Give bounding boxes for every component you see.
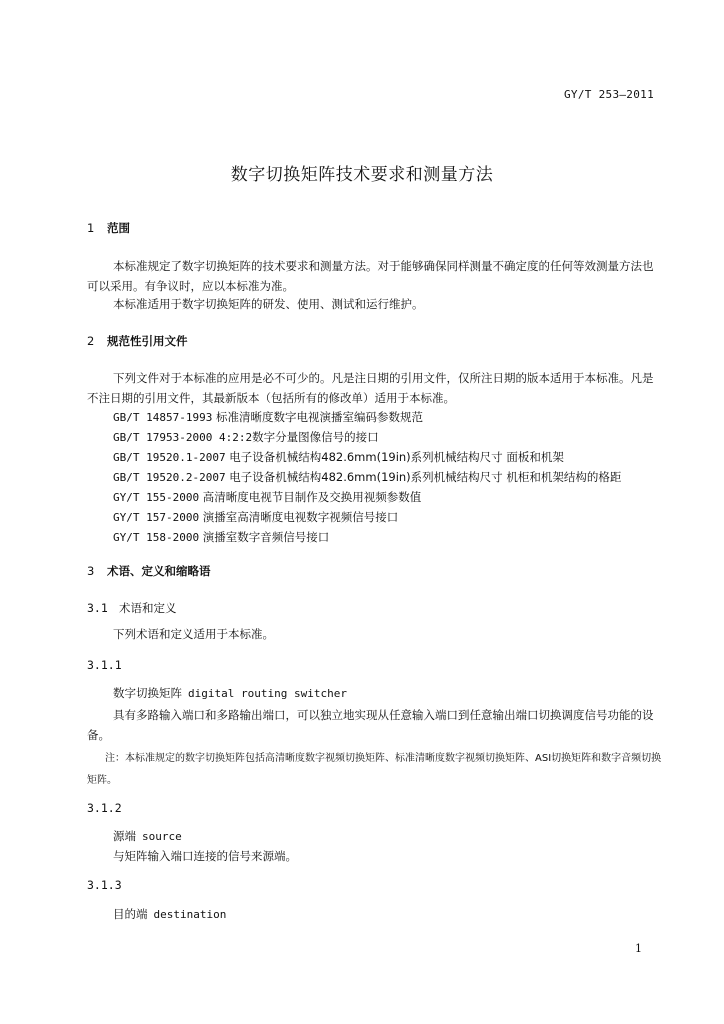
section-1-paragraph-2: 本标准适用于数字切换矩阵的研发、使用、测试和运行维护。 [113,297,424,311]
term-en: destination [153,908,227,921]
page-number: 1 [635,942,642,955]
reference-title: 电子设备机械结构482.6mm(19in)系列机械结构尺寸 面板和机架 [229,450,564,464]
term-zh: 目的端 [113,907,148,921]
term-zh: 数字切换矩阵 [113,686,182,700]
reference-item [113,529,329,545]
term-3-1-3 [113,906,226,922]
reference-item [113,449,564,465]
subsection-number: 3.1 [87,601,108,615]
reference-title: 演播室数字音频信号接口 [202,530,330,544]
reference-item [113,409,423,425]
reference-code: GB/T 17953-2000 4:2:2 [113,431,253,444]
term-en: source [142,830,182,843]
reference-code: GB/T 14857-1993 [113,411,213,424]
section-1-paragraph-1: 本标准规定了数字切换矩阵的技术要求和测量方法。对于能够确保同样测量不确定度的任何等效测量方法也可以采用。有争议时，应以本标准为准。 [87,259,654,293]
reference-title: 数字分量图像信号的接口 [252,430,379,444]
reference-item [113,469,621,485]
reference-item [113,429,379,445]
reference-item [113,489,421,505]
reference-item [113,509,398,525]
standard-code: GY/T 253—2011 [564,88,654,101]
subsection-title: 术语和定义 [119,601,177,615]
section-title: 规范性引用文件 [107,334,188,348]
section-title: 范围 [107,221,130,235]
term-3-1-3-number: 3.1.3 [87,878,122,892]
reference-code: GY/T 157-2000 [113,511,200,524]
reference-title: 电子设备机械结构482.6mm(19in)系列机械结构尺寸 机柜和机架结构的格距 [229,470,622,484]
reference-code: GB/T 19520.1-2007 [113,451,226,464]
reference-code: GY/T 155-2000 [113,491,200,504]
note-label: 注： [105,753,125,764]
section-number: 1 [87,221,95,235]
section-number: 3 [87,564,95,578]
term-3-1-2 [113,828,182,844]
term-3-1-2-number: 3.1.2 [87,801,122,815]
term-3-1-1-number: 3.1.1 [87,658,122,672]
term-3-1-1 [113,685,347,701]
reference-title: 演播室高清晰度电视数字视频信号接口 [202,510,399,524]
term-zh: 源端 [113,829,136,843]
term-3-1-1-definition: 具有多路输入端口和多路输出端口，可以独立地实现从任意输入端口到任意输出端口切换调度信号功能的设备。 [87,708,654,742]
section-2-heading [87,333,188,349]
reference-code: GY/T 158-2000 [113,531,200,544]
term-en: digital routing switcher [188,687,347,700]
reference-title: 高清晰度电视节目制作及交换用视频参数值 [202,490,422,504]
term-3-1-1-note [87,748,662,792]
subsection-3-1-intro: 下列术语和定义适用于本标准。 [113,627,274,641]
subsection-3-1-heading [87,600,177,616]
reference-title: 标准清晰度数字电视演播室编码参数规范 [216,410,423,424]
document-title: 数字切换矩阵技术要求和测量方法 [230,165,494,185]
reference-code: GB/T 19520.2-2007 [113,471,226,484]
term-3-1-2-definition: 与矩阵输入端口连接的信号来源端。 [113,849,297,863]
section-3-heading [87,563,211,579]
section-title: 术语、定义和缩略语 [107,564,211,578]
section-1-heading [87,220,130,236]
note-text: 本标准规定的数字切换矩阵包括高清晰度数字视频切换矩阵、标准清晰度数字视频切换矩阵、ASI切换矩阵和数字音频切换矩阵。 [87,753,662,786]
section-2-intro: 下列文件对于本标准的应用是必不可少的。凡是注日期的引用文件，仅所注日期的版本适用于本标准。凡是不注日期的引用文件，其最新版本（包括所有的修改单）适用于本标准。 [87,371,654,405]
section-number: 2 [87,334,95,348]
